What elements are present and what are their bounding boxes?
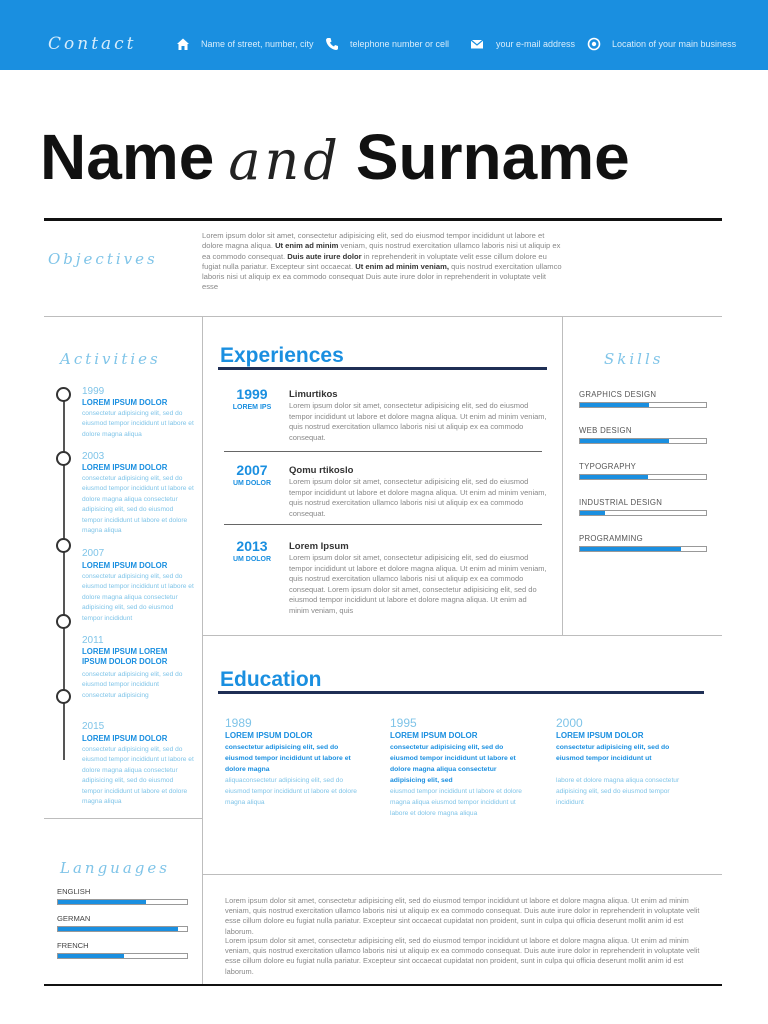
skill-bar-fill [580, 475, 648, 479]
timeline-line [63, 392, 65, 760]
experience-divider [224, 451, 542, 452]
activity-year: 2015 [82, 721, 105, 732]
activity-text: consectetur adipisicing elit, sed do eiusmod tempor incididunt consectetur adipisicing [82, 671, 183, 699]
skill-name: INDUSTRIAL DESIGN [579, 498, 663, 507]
phone-icon [325, 37, 339, 51]
education-summary: consectetur adipisicing elit, sed do eiusmod tempor incididunt ut [556, 744, 670, 762]
section-divider [44, 316, 722, 317]
footer-paragraph: Lorem ipsum dolor sit amet, consectetur adipisicing elit, sed do eiusmod tempor incididunt ut labore et dolore magna aliqua. Ut enim ad minim veniam, quis nostrud exercitation ullamco laboris nisi ut aliquip ex ea commodo consequat. Duis aute irure dolor in reprehenderit in voluptate velit esse cillum dolore eu fugiat nulla pariatur. Excepteur sint occaecat cupidatat non proident, sunt in culpa qui officia deserunt mollit anim id est laborum. [225, 896, 700, 936]
experience-subtitle: UM DOLOR [232, 480, 272, 487]
education-title: LOREM IPSUM DOLOR [390, 731, 478, 740]
skill-bar [579, 438, 707, 444]
contact-email: your e-mail address [496, 39, 576, 49]
bottom-divider [44, 984, 722, 986]
skill-bar [579, 474, 707, 480]
education-text: labore et dolore magna aliqua consectetur adipisicing elit, sed do eiusmod tempor incididunt [556, 777, 680, 806]
education-text: aliquaconsectetur adipisicing elit, sed do eiusmod tempor incididunt ut labore et dolore magna aliqua [225, 777, 357, 806]
first-name: Name [40, 121, 215, 193]
page-title [40, 120, 740, 194]
education-title: LOREM IPSUM DOLOR [556, 731, 644, 740]
column-divider-right [562, 316, 563, 635]
timeline-dot [56, 689, 71, 704]
activity-text: consectetur adipisicing elit, sed do eiusmod tempor incididunt ut labore et dolore magna aliqua consectetur adipisicing elit, sed do eiusmod tempor incididunt ut labore et dolore magna aliqua [82, 475, 194, 535]
footer-paragraph: Lorem ipsum dolor sit amet, consectetur adipisicing elit, sed do eiusmod tempor incididunt ut labore et dolore magna aliqua. Ut enim ad minim veniam, quis nostrud exercitation ullamco laboris nisi ut aliquip ex ea commodo consequat. Duis aute irure dolor in reprehenderit in voluptate velit esse cillum dolore eu fugiat nulla pariatur. Excepteur sint occaecat cupidatat non proident, sunt in culpa qui officia deserunt mollit anim id est laborum. [225, 936, 700, 976]
experience-subtitle: LOREM IPS [232, 404, 272, 411]
skill-bar-fill [580, 547, 681, 551]
skill-name: TYPOGRAPHY [579, 462, 637, 471]
skills-label: Skills [604, 350, 664, 368]
language-name: FRENCH [57, 941, 89, 950]
location-icon [587, 37, 601, 51]
contact-location: Location of your main business [612, 39, 737, 49]
languages-divider [44, 818, 202, 819]
education-year: 1989 [225, 716, 252, 730]
activity-title: LOREM IPSUM DOLOR [82, 398, 168, 407]
experiences-underline [218, 367, 547, 370]
activity-text: consectetur adipisicing elit, sed do eiusmod tempor incididunt ut labore et dolore magna aliqua consectetur adipisicing elit, sed do eiusmod tempor incididunt [82, 573, 194, 622]
home-icon [176, 37, 190, 51]
education-year: 1995 [390, 716, 417, 730]
column-divider-left [202, 316, 203, 984]
timeline-dot [56, 387, 71, 402]
timeline-dot [56, 614, 71, 629]
language-bar [57, 953, 188, 959]
experience-text: Lorem ipsum dolor sit amet, consectetur adipisicing elit, sed do eiusmod tempor incididunt ut labore et dolore magna aliqua. Ut enim ad minim veniam, quis nostrud exercitation ullamco laboris nisi ut aliquip ex ea commodo consequat. [289, 477, 547, 518]
experience-title: Lorem Ipsum [289, 541, 349, 552]
contact-label: Contact [48, 34, 137, 54]
timeline-dot [56, 538, 71, 553]
experience-divider [224, 524, 542, 525]
language-name: GERMAN [57, 914, 91, 923]
skill-bar [579, 546, 707, 552]
experience-title: Limurtikos [289, 389, 338, 400]
experience-text: Lorem ipsum dolor sit amet, consectetur adipisicing elit, sed do eiusmod tempor incididunt ut labore et dolore magna aliqua. Ut enim ad minim veniam, quis nostrud exercitation ullamco laboris nisi ut aliquip ex ea commodo consequat. [289, 401, 547, 442]
education-underline [218, 691, 704, 694]
skill-bar [579, 402, 707, 408]
name-connector: and [228, 129, 342, 192]
education-summary: consectetur adipisicing elit, sed do eiusmod tempor incididunt ut labore et dolore magna [225, 744, 351, 773]
skill-name: GRAPHICS DESIGN [579, 390, 657, 399]
experience-year: 1999 [236, 386, 268, 402]
experience-text: Lorem ipsum dolor sit amet, consectetur adipisicing elit, sed do eiusmod tempor incididunt ut labore et dolore magna aliqua. Ut enim ad minim veniam, quis nostrud exercitation ullamco laboris nisi ut aliquip ex ea commodo consequat. Lorem ipsum dolor sit amet, consectetur adipisicing elit, sed do eiusmod tempor incididunt ut labore et dolore magna aliqua. Ut enim ad minim veniam, quis [289, 553, 547, 615]
activity-title: LOREM IPSUM DOLOR [82, 561, 168, 570]
skill-bar-fill [580, 439, 669, 443]
activity-year: 2011 [82, 635, 104, 646]
timeline-dot [56, 451, 71, 466]
activities-label: Activities [60, 350, 161, 368]
language-bar-fill [58, 927, 178, 931]
language-bar-fill [58, 954, 124, 958]
objectives-label: Objectives [48, 250, 158, 268]
contact-address: Name of street, number, city [201, 39, 314, 49]
skill-bar-fill [580, 511, 605, 515]
activity-text: consectetur adipisicing elit, sed do eiusmod tempor incididunt ut labore et dolore magna aliqua consectetur adipisicing elit, sed do eiusmod tempor incididunt ut labore et dolore magna aliqua [82, 746, 194, 806]
skill-bar-fill [580, 403, 649, 407]
experience-subtitle: UM DOLOR [232, 556, 272, 563]
activity-text: consectetur adipisicing elit, sed do eiusmod tempor incididunt ut labore et dolore magna aliqua [82, 410, 194, 438]
skill-bar [579, 510, 707, 516]
education-year: 2000 [556, 716, 583, 730]
language-name: ENGLISH [57, 887, 91, 896]
education-summary: consectetur adipisicing elit, sed do eiusmod tempor incididunt ut labore et dolore magna aliqua consectetur adipisicing elit, sed [390, 744, 516, 784]
experience-year: 2013 [236, 538, 268, 554]
activity-title: LOREM IPSUM DOLOR [82, 463, 168, 472]
skill-name: WEB DESIGN [579, 426, 632, 435]
education-title: LOREM IPSUM DOLOR [225, 731, 313, 740]
last-name: Surname [355, 121, 630, 193]
education-divider [202, 635, 722, 636]
languages-label: Languages [60, 859, 170, 877]
activity-year: 2003 [82, 451, 105, 462]
activity-title: LOREM IPSUM DOLOR [82, 734, 168, 743]
experience-title: Qomu rtikoslo [289, 465, 354, 476]
activity-year: 2007 [82, 548, 105, 559]
contact-bar [0, 0, 768, 70]
activity-year: 1999 [82, 386, 105, 397]
skill-name: PROGRAMMING [579, 534, 643, 543]
language-bar-fill [58, 900, 146, 904]
footer-divider [202, 874, 722, 875]
mail-icon [470, 37, 484, 51]
language-bar [57, 899, 188, 905]
title-divider [44, 218, 722, 221]
contact-phone: telephone number or cell [350, 39, 450, 49]
education-text: eiusmod tempor incididunt ut labore et dolore magna aliqua eiusmod tempor incididunt ut labore et dolore magna aliqua [390, 788, 522, 817]
activity-title: LOREM IPSUM LOREM IPSUM DOLOR DOLOR [82, 647, 168, 666]
language-bar [57, 926, 188, 932]
education-heading: Education [220, 668, 322, 691]
experience-year: 2007 [236, 462, 268, 478]
experiences-heading: Experiences [220, 344, 344, 367]
objectives-text: Lorem ipsum dolor sit amet, consectetur adipisicing elit, sed do eiusmod tempor incididunt ut labore et dolore magna aliqua. Ut enim ad minim veniam, quis nostrud exercitation ullamco laboris nisi ut aliquip ex ea commodo consequat. Duis aute irure dolor in reprehenderit in voluptate velit esse cillum dolore eu fugiat nulla pariatur. Excepteur sint occaecat. Ut enim ad minim veniam, quis nostrud exercitation ullamco laboris nisi ut aliquip ex ea commodo consequat Duis aute irure dolor in reprehenderit in voluptate velit esse [202, 231, 562, 292]
